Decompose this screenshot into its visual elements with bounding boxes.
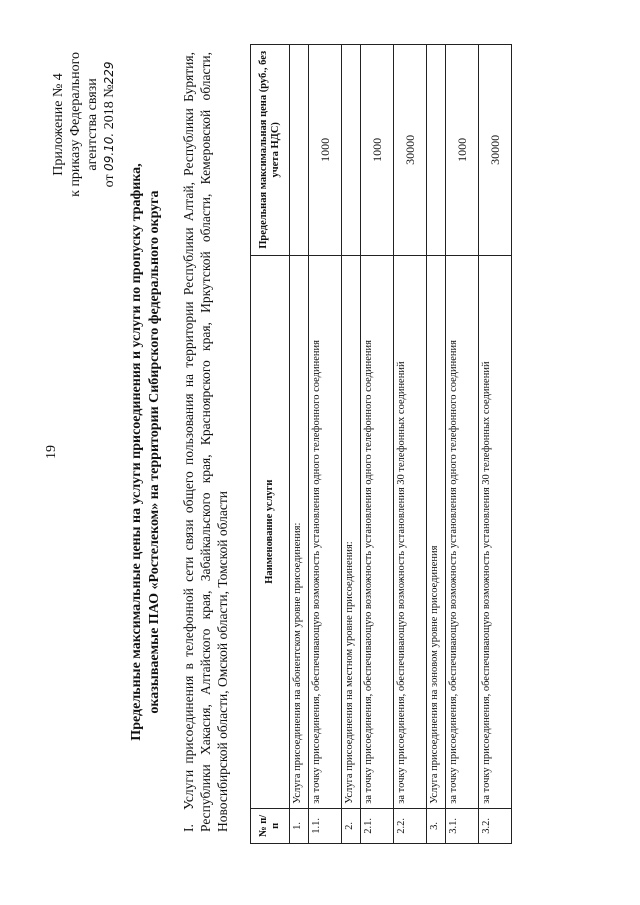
table-row [446, 45, 479, 844]
row-name: за точку присоединения, обеспечивающую возможность установления одного телефонного соединения [309, 255, 342, 808]
row-price [342, 45, 361, 256]
rotated-content [30, 32, 610, 872]
row-price [427, 45, 446, 256]
row-name: Услуга присоединения на зоновом уровне присоединения [427, 255, 446, 808]
appendix-line2: к приказу Федерального [68, 52, 83, 197]
row-price: 1000 [361, 45, 394, 256]
row-name: за точку присоединения, обеспечивающую возможность установления 30 телефонных соединений [394, 255, 427, 808]
row-name: Услуга присоединения на местном уровне присоединения: [342, 255, 361, 808]
page-number: 19 [44, 445, 59, 459]
row-name: Услуга присоединения на абонентском уровне присоединения: [290, 255, 309, 808]
document-title [128, 72, 164, 832]
appendix-line1: Приложение № 4 [51, 73, 66, 176]
row-num: 3. [427, 808, 446, 843]
table-row [342, 45, 361, 844]
title-line1: Предельные максимальные цены на услуги присоединения и услуги по пропуску трафика, [129, 163, 144, 741]
row-name: за точку присоединения, обеспечивающую возможность установления одного телефонного соединения [361, 255, 394, 808]
row-name: за точку присоединения, обеспечивающую возможность установления 30 телефонных соединений [479, 255, 512, 808]
order-num-handwritten: 229 [102, 61, 116, 85]
order-num-prefix: № [102, 84, 117, 98]
row-price: 30000 [394, 45, 427, 256]
table-row [309, 45, 342, 844]
table-row [427, 45, 446, 844]
row-price: 1000 [446, 45, 479, 256]
section-number: I. [181, 824, 196, 832]
section-heading [180, 52, 231, 832]
header-num: № п/п [251, 808, 290, 843]
row-num: 2.1. [361, 808, 394, 843]
date-handwritten: 09.10. [102, 132, 116, 171]
row-num: 2. [342, 808, 361, 843]
date-year: 2018 [102, 101, 117, 130]
row-num: 3.2. [479, 808, 512, 843]
row-name: за точку присоединения, обеспечивающую возможность установления одного телефонного соединения [446, 255, 479, 808]
appendix-date-line [101, 52, 118, 197]
table-row [290, 45, 309, 844]
table-header-row [251, 45, 290, 844]
header-name: Наименование услуги [251, 255, 290, 808]
row-price: 1000 [309, 45, 342, 256]
row-price [290, 45, 309, 256]
price-table [250, 44, 512, 844]
header-price: Предельная максимальная цена (руб., без учета НДС) [251, 45, 290, 256]
title-line2: оказываемые ПАО «Ростелеком» на территории Сибирского федерального округа [147, 190, 162, 714]
table-row [479, 45, 512, 844]
row-num: 2.2. [394, 808, 427, 843]
appendix-line3: агентства связи [85, 78, 100, 171]
section-text: Услуги присоединения в телефонной сети связи общего пользования на территории Республики Алтай, Республики Бурятия, Республики Хакасия, Алтайского края, Забайкальского края, Красноярского края, Иркутской области, Кемеровской области, Новосибирской области, Омской области, Томской области [181, 52, 230, 832]
appendix-header [50, 52, 118, 197]
table-row [361, 45, 394, 844]
row-num: 1.1. [309, 808, 342, 843]
row-num: 3.1. [446, 808, 479, 843]
row-num: 1. [290, 808, 309, 843]
row-price: 30000 [479, 45, 512, 256]
date-prefix: от [102, 174, 117, 188]
table-row [394, 45, 427, 844]
